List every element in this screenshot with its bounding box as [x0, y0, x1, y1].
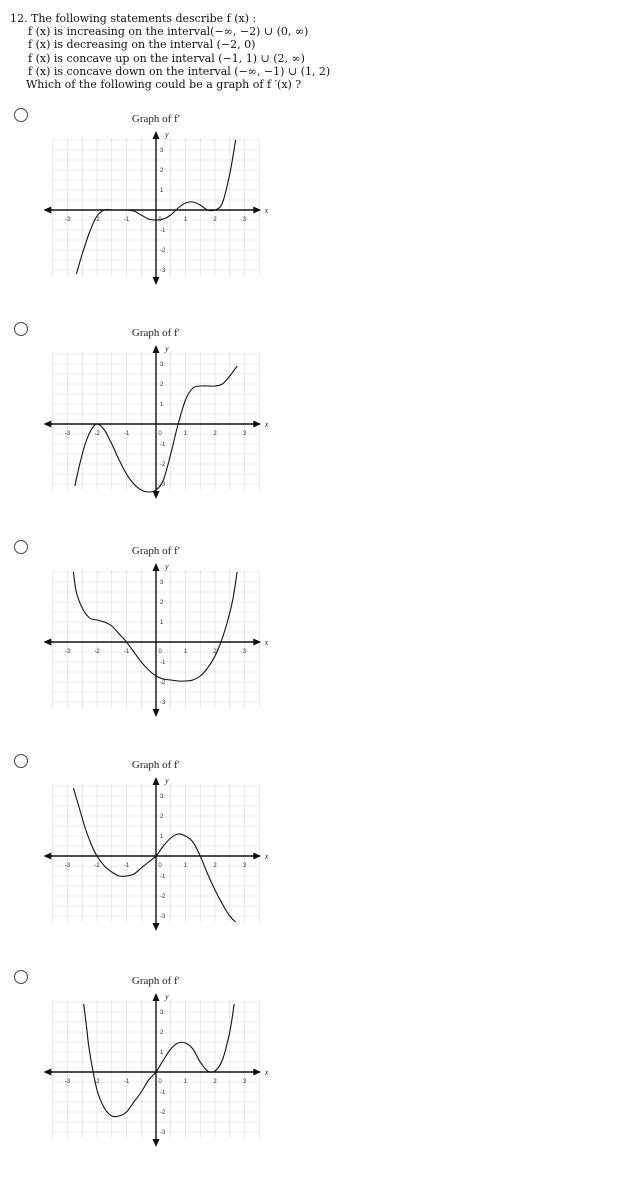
x-tick-label: -1 — [123, 649, 130, 655]
graph-title: Graph of f′ — [131, 759, 181, 771]
y-tick-label: -3 — [160, 700, 166, 706]
statement-3: f (x) is concave up on the interval (−1, 1) ∪ (2, ∞) — [28, 51, 305, 65]
statement-1: f (x) is increasing on the interval(−∞, −2) ∪ (0, ∞) — [28, 25, 309, 39]
x-tick-label: -1 — [123, 1079, 130, 1085]
x-tick-label: 0 — [158, 217, 162, 223]
answer-option-4[interactable] — [0, 754, 634, 954]
x-tick-label: -3 — [64, 217, 71, 223]
y-tick-label: 3 — [160, 1010, 164, 1016]
graph-option-3 — [44, 540, 274, 740]
x-tick-label: 1 — [183, 863, 188, 869]
y-tick-label: 1 — [160, 620, 164, 626]
y-axis-up-arrow — [153, 131, 160, 139]
x-tick-label: -1 — [123, 217, 130, 223]
answer-option-1[interactable] — [0, 108, 634, 308]
x-tick-label: -3 — [64, 431, 71, 437]
y-tick-label: -2 — [160, 462, 166, 468]
x-tick-label: -3 — [64, 1079, 71, 1085]
statement-4: f (x) is concave down on the interval (−∞, −1) ∪ (1, 2) — [28, 64, 331, 78]
y-tick-label: -2 — [160, 680, 166, 686]
x-tick-label: 2 — [213, 863, 217, 869]
statement-2: f (x) is decreasing on the interval (−2, 0) — [28, 38, 256, 52]
x-tick-label: 0 — [158, 1079, 162, 1085]
y-tick-label: -3 — [160, 1130, 166, 1136]
radio-option-4[interactable] — [14, 754, 28, 768]
derivative-curve — [73, 572, 237, 681]
y-tick-label: 3 — [160, 362, 164, 368]
y-axis-up-arrow — [153, 563, 160, 571]
x-axis-left-arrow — [43, 421, 51, 428]
x-axis-left-arrow — [43, 639, 51, 646]
graph-title: Graph of f′ — [131, 327, 181, 339]
graph-option-5 — [44, 970, 274, 1170]
x-tick-label: 1 — [183, 649, 188, 655]
graph-option-4 — [44, 754, 274, 954]
radio-option-2[interactable] — [14, 322, 28, 336]
x-axis-right-arrow — [253, 1069, 261, 1076]
x-tick-label: 1 — [183, 217, 188, 223]
x-axis-left-arrow — [43, 207, 51, 214]
y-tick-label: -1 — [160, 874, 166, 880]
x-tick-label: -2 — [94, 649, 100, 655]
x-axis-right-arrow — [253, 421, 261, 428]
y-axis-label: y — [165, 992, 169, 1001]
y-tick-label: 1 — [160, 1050, 164, 1056]
y-axis-label: y — [165, 130, 169, 139]
y-tick-label: -3 — [160, 482, 166, 488]
x-axis-left-arrow — [43, 853, 51, 860]
y-tick-label: 1 — [160, 834, 164, 840]
derivative-curve — [84, 1004, 234, 1117]
x-tick-label: -3 — [64, 649, 71, 655]
x-axis-label: x — [264, 206, 269, 215]
y-tick-label: -3 — [160, 914, 166, 920]
x-tick-label: -1 — [123, 431, 130, 437]
derivative-curve — [73, 788, 235, 922]
graph-option-1 — [44, 108, 274, 308]
x-axis-left-arrow — [43, 1069, 51, 1076]
y-axis-down-arrow — [153, 1139, 160, 1147]
y-tick-label: -1 — [160, 660, 166, 666]
x-axis-label: x — [264, 638, 269, 647]
x-axis-right-arrow — [253, 853, 261, 860]
x-tick-label: -2 — [94, 217, 100, 223]
question-prompt: Which of the following could be a graph of f ′(x) ? — [26, 78, 302, 92]
y-tick-label: -2 — [160, 1110, 166, 1116]
y-tick-label: -1 — [160, 1090, 166, 1096]
x-axis-right-arrow — [253, 639, 261, 646]
x-axis-label: x — [264, 1068, 269, 1077]
x-tick-label: 2 — [213, 217, 217, 223]
y-tick-label: 3 — [160, 580, 164, 586]
graph-title: Graph of f′ — [131, 113, 181, 125]
x-tick-label: 3 — [242, 1079, 247, 1085]
x-tick-label: -3 — [64, 863, 71, 869]
x-tick-label: -2 — [94, 431, 100, 437]
graph-title: Graph of f′ — [131, 975, 181, 987]
y-tick-label: -1 — [160, 442, 166, 448]
y-tick-label: 3 — [160, 148, 164, 154]
x-tick-label: 2 — [213, 431, 217, 437]
x-tick-label: 0 — [158, 863, 162, 869]
answer-option-5[interactable] — [0, 970, 634, 1170]
y-tick-label: -1 — [160, 228, 166, 234]
y-axis-up-arrow — [153, 993, 160, 1001]
x-tick-label: -2 — [94, 1079, 100, 1085]
question-block — [10, 12, 610, 91]
y-axis-down-arrow — [153, 923, 160, 931]
answer-option-2[interactable] — [0, 322, 634, 522]
radio-option-1[interactable] — [14, 108, 28, 122]
y-tick-label: -3 — [160, 268, 166, 274]
y-tick-label: 2 — [160, 1030, 164, 1036]
x-tick-label: 0 — [158, 431, 162, 437]
graph-option-2 — [44, 322, 274, 522]
y-tick-label: -2 — [160, 248, 166, 254]
y-axis-label: y — [165, 562, 169, 571]
x-tick-label: -2 — [94, 863, 100, 869]
y-tick-label: 1 — [160, 402, 164, 408]
y-tick-label: 1 — [160, 188, 164, 194]
y-tick-label: -2 — [160, 894, 166, 900]
graph-title: Graph of f′ — [131, 545, 181, 557]
x-tick-label: 3 — [242, 863, 247, 869]
x-axis-label: x — [264, 420, 269, 429]
x-axis-right-arrow — [253, 207, 261, 214]
y-axis-label: y — [165, 776, 169, 785]
x-axis-label: x — [264, 852, 269, 861]
x-tick-label: 0 — [158, 649, 162, 655]
x-tick-label: 1 — [183, 431, 188, 437]
x-tick-label: 3 — [242, 431, 247, 437]
answer-option-3[interactable] — [0, 540, 634, 740]
y-tick-label: 3 — [160, 794, 164, 800]
y-axis-label: y — [165, 344, 169, 353]
x-tick-label: 3 — [242, 649, 247, 655]
y-tick-label: 2 — [160, 600, 164, 606]
question-intro — [10, 12, 610, 25]
question-number: 12. — [10, 12, 28, 25]
y-axis-up-arrow — [153, 777, 160, 785]
y-axis-down-arrow — [153, 491, 160, 499]
question-intro-text: The following statements describe f (x) : — [31, 12, 257, 25]
x-tick-label: -1 — [123, 863, 130, 869]
x-tick-label: 3 — [242, 217, 247, 223]
radio-option-5[interactable] — [14, 970, 28, 984]
y-tick-label: 2 — [160, 814, 164, 820]
y-axis-down-arrow — [153, 709, 160, 717]
y-tick-label: 2 — [160, 168, 164, 174]
x-tick-label: 1 — [183, 1079, 188, 1085]
y-tick-label: 2 — [160, 382, 164, 388]
y-axis-up-arrow — [153, 345, 160, 353]
x-tick-label: 2 — [213, 1079, 217, 1085]
x-tick-label: 2 — [213, 649, 217, 655]
y-axis-down-arrow — [153, 277, 160, 285]
radio-option-3[interactable] — [14, 540, 28, 554]
